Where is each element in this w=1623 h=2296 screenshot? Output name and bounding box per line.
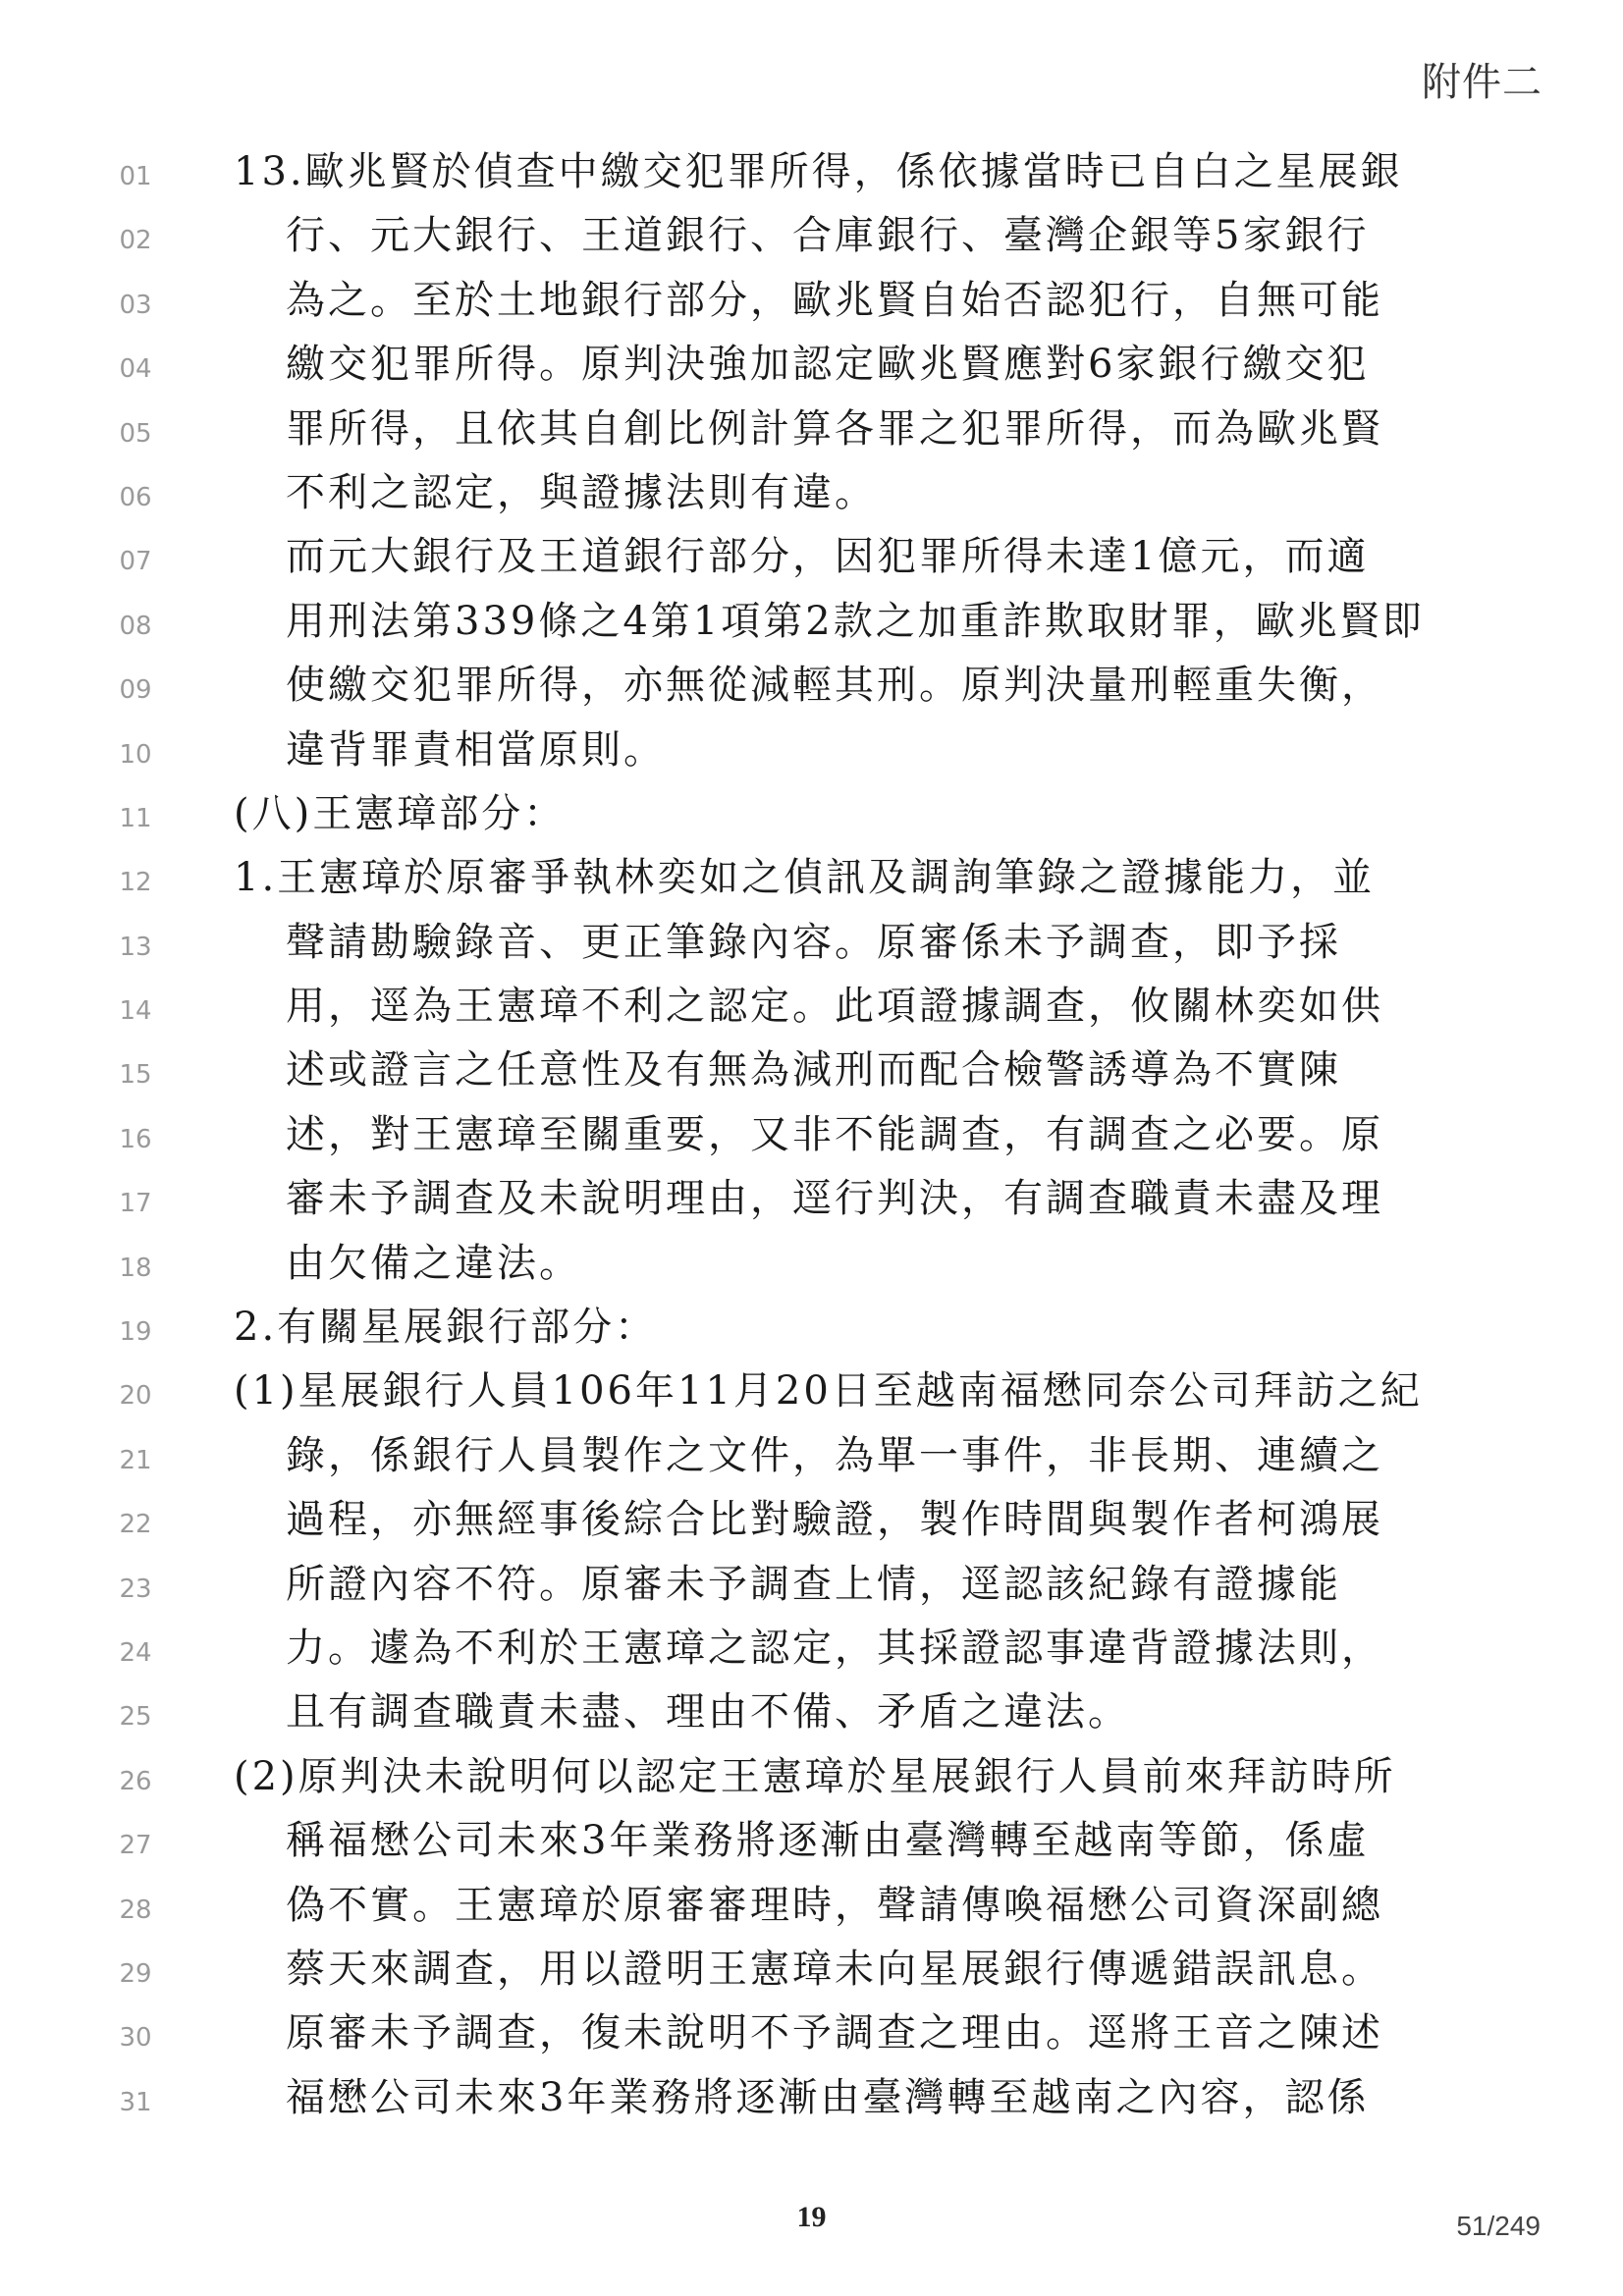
line-number: 06 [119,482,152,512]
text-line: 原審未予調查，復未說明不予調查之理由。逕將王音之陳述 [286,2010,1383,2056]
line-number: 29 [119,1958,152,1989]
line-number: 16 [119,1124,152,1154]
text-line: 而元大銀行及王道銀行部分，因犯罪所得未達1億元，而適 [286,534,1370,580]
line-number: 21 [119,1445,152,1475]
line-number: 11 [119,803,152,833]
line-number: 27 [119,1831,152,1861]
line-number: 22 [119,1510,152,1540]
text-line: 1.王憲璋於原審爭執林奕如之偵訊及調詢筆錄之證據能力，並 [234,855,1376,901]
line-number: 20 [119,1381,152,1412]
text-line: 用刑法第339條之4第1項第2款之加重詐欺取財罪，歐兆賢即 [286,598,1425,644]
text-line: 行、元大銀行、王道銀行、合庫銀行、臺灣企銀等5家銀行 [286,213,1370,259]
text-line: 福懋公司未來3年業務將逐漸由臺灣轉至越南之內容，認係 [286,2074,1370,2120]
text-line: 不利之認定，與證據法則有違。 [286,469,877,515]
text-line: (八)王憲璋部分： [234,790,567,836]
text-line: 所證內容不符。原審未予調查上情，逕認該紀錄有證據能 [286,1561,1341,1607]
text-line: 審未予調查及未說明理由，逕行判決，有調查職責未盡及理 [286,1176,1383,1222]
text-line: 蔡天來調查，用以證明王憲璋未向星展銀行傳遞錯誤訊息。 [286,1946,1383,1992]
line-number: 13 [119,932,152,962]
text-line: 為之。至於土地銀行部分，歐兆賢自始否認犯行，自無可能 [286,277,1383,323]
line-number: 02 [119,226,152,256]
text-line: 繳交犯罪所得。原判決強加認定歐兆賢應對6家銀行繳交犯 [286,342,1370,388]
line-number: 17 [119,1189,152,1219]
line-number: 04 [119,354,152,385]
line-number: 14 [119,996,152,1027]
line-number: 03 [119,290,152,320]
text-line: 稱福懋公司未來3年業務將逐漸由臺灣轉至越南等節，係虛 [286,1818,1370,1864]
page-counter: 51/249 [1456,2211,1541,2241]
line-number: 10 [119,739,152,770]
line-number: 31 [119,2087,152,2117]
line-number: 23 [119,1574,152,1604]
page-number: 19 [796,2201,827,2233]
line-number: 25 [119,1702,152,1733]
line-number: 28 [119,1895,152,1925]
line-number: 01 [119,162,152,191]
document-body [234,140,1432,2130]
line-number: 05 [119,418,152,449]
line-number-column [106,145,165,2135]
text-line: 2.有關星展銀行部分： [234,1305,658,1351]
line-number: 08 [119,611,152,641]
line-number: 19 [119,1317,152,1348]
text-line: 違背罪責相當原則。 [286,726,666,773]
line-number: 12 [119,868,152,898]
text-line: 且有調查職責未盡、理由不備、矛盾之違法。 [286,1689,1130,1735]
text-line: 過程，亦無經事後綜合比對驗證，製作時間與製作者柯鴻展 [286,1497,1383,1543]
line-number: 15 [119,1060,152,1091]
text-line: 錄，係銀行人員製作之文件，為單一事件，非長期、連續之 [286,1432,1383,1478]
line-number: 09 [119,675,152,706]
text-line: 述，對王憲璋至關重要，又非不能調查，有調查之必要。原 [286,1111,1383,1157]
text-line: 罪所得，且依其自創比例計算各罪之犯罪所得，而為歐兆賢 [286,405,1383,452]
text-line: 使繳交犯罪所得，亦無從減輕其刑。原判決量刑輕重失衡， [286,663,1383,709]
text-line: 13.歐兆賢於偵查中繳交犯罪所得，係依據當時已自白之星展銀 [234,149,1403,194]
text-line: 述或證言之任意性及有無為減刑而配合檢警誘導為不實陳 [286,1047,1341,1094]
line-number: 07 [119,547,152,577]
text-line: 力。遽為不利於王憲璋之認定，其採證認事違背證據法則， [286,1625,1383,1671]
text-line: (1)星展銀行人員106年11月20日至越南福懋同奈公司拜訪之紀 [234,1368,1423,1415]
text-line: 由欠備之違法。 [286,1240,581,1286]
text-line: 偽不實。王憲璋於原審審理時，聲請傳喚福懋公司資深副總 [286,1882,1383,1928]
text-line: 用，逕為王憲璋不利之認定。此項證據調查，攸關林奕如供 [286,984,1383,1030]
text-line: (2)原判決未說明何以認定王憲璋於星展銀行人員前來拜訪時所 [234,1753,1396,1799]
line-number: 24 [119,1637,152,1668]
attachment-label: 附件二 [1422,60,1542,105]
line-number: 26 [119,1766,152,1796]
text-line: 聲請勘驗錄音、更正筆錄內容。原審係未予調查，即予採 [286,919,1341,965]
line-number: 30 [119,2023,152,2054]
line-number: 18 [119,1253,152,1283]
